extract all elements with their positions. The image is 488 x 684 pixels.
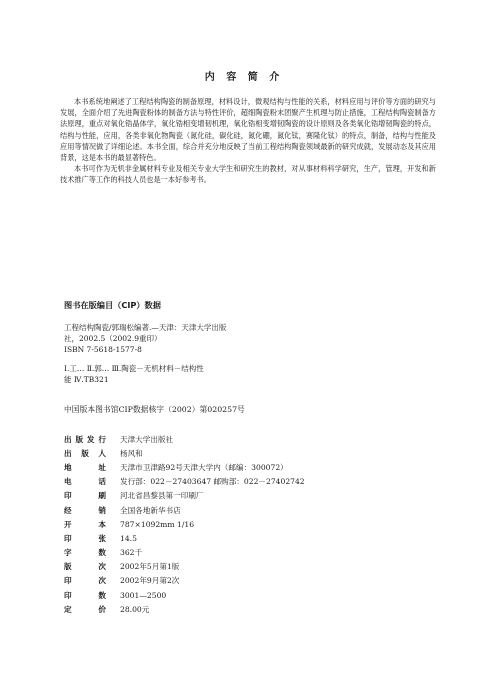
colophon-label: 开本 xyxy=(64,519,106,529)
cip-record xyxy=(64,322,324,385)
colophon-row xyxy=(64,602,384,616)
colophon-row xyxy=(64,560,384,574)
cip-line: 社，2002.5（2002.9重印） xyxy=(64,334,162,343)
colophon-value: 杨风和 xyxy=(120,448,143,458)
colophon-label: 经销 xyxy=(64,505,106,515)
colophon-label: 印刷 xyxy=(64,491,106,501)
summary-paragraph: 本书系统地阐述了工程结构陶瓷的制备原理，材料设计，微观结构与性能的关系，材料应用与评价等方面的研究与发展，全面介绍了先进陶瓷粉体的制备方法与特性评价，超细陶瓷粉末团聚产生机理与防止措施，工程结构陶瓷制备方法原理，重点对氧化锆晶体学，氧化锆相变增韧机理，氧化锆相变增韧陶瓷的设计原则及各类氧化锆增韧陶瓷的特点，结构与性能，应用，各类非氧化物陶瓷（氮化硅，碳化硅，氮化硼，氮化钛，赛隆化钛）的特点，制备，结构与性能及应用等情况做了详细论述。本书全面，综合并充分地反映了当前工程结构陶瓷领域最新的研究成就，发展动态及其应用背景，这是本书的最显著特色。 xyxy=(60,97,436,163)
summary-text xyxy=(60,96,436,186)
cip-heading: 图书在版编目（CIP）数据 xyxy=(64,300,161,310)
colophon-value: 787×1092mm 1/16 xyxy=(120,519,195,529)
colophon-row xyxy=(64,574,384,588)
colophon-value: 2002年9月第2次 xyxy=(120,576,180,586)
colophon-row xyxy=(64,503,384,517)
colophon-value: 全国各地新华书店 xyxy=(120,505,181,515)
cip-line: 工程结构陶瓷/郭瑞松编著.—天津：天津大学出版 xyxy=(64,323,227,332)
colophon-label: 印数 xyxy=(64,590,106,600)
colophon-row xyxy=(64,517,384,531)
cip-subject-line: 能 Ⅳ.TB321 xyxy=(64,375,109,384)
colophon-value: 天津市卫津路92号天津大学内（邮编：300072） xyxy=(120,462,288,472)
colophon-label: 出版人 xyxy=(64,448,106,458)
colophon-label: 字数 xyxy=(64,548,106,558)
cip-record-number: 中国版本图书馆CIP数据核字（2002）第020257号 xyxy=(64,405,245,414)
colophon-table xyxy=(64,432,384,616)
cip-subject-line: Ⅰ.工… Ⅱ.郭… Ⅲ.陶瓷－无机材料－结构性 xyxy=(64,364,204,373)
colophon-row xyxy=(64,475,384,489)
colophon-value: 362千 xyxy=(120,548,143,558)
colophon-value: 发行部：022－27403647 邮购部：022－27402742 xyxy=(120,477,305,487)
colophon-label: 版次 xyxy=(64,562,106,572)
colophon-label: 电话 xyxy=(64,477,106,487)
colophon-row xyxy=(64,546,384,560)
colophon-label: 印张 xyxy=(64,533,106,543)
colophon-value: 河北省昌黎县第一印刷厂 xyxy=(120,491,204,501)
colophon-label: 出版发行 xyxy=(64,434,106,444)
colophon-value: 28.00元 xyxy=(120,604,150,614)
colophon-value: 3001—2500 xyxy=(120,590,167,600)
colophon-value: 天津大学出版社 xyxy=(120,434,174,444)
colophon-row xyxy=(64,588,384,602)
colophon-row xyxy=(64,446,384,460)
colophon-row xyxy=(64,460,384,474)
colophon-row xyxy=(64,432,384,446)
colophon-label: 定价 xyxy=(64,604,106,614)
summary-paragraph: 本书可作为无机非金属材料专业及相关专业大学生和研究生的教材，对从事材料科学研究，生产，管理，开发和新技术推广等工作的科技人员也是一本好参考书。 xyxy=(60,164,436,185)
colophon-row xyxy=(64,489,384,503)
cip-line: ISBN 7-5618-1577-8 xyxy=(64,345,142,354)
colophon-value: 14.5 xyxy=(120,533,137,543)
colophon-label: 地址 xyxy=(64,462,106,472)
colophon-label: 印次 xyxy=(64,576,106,586)
colophon-row xyxy=(64,531,384,545)
summary-title: 内 容 简 介 xyxy=(204,72,284,83)
colophon-value: 2002年5月第1版 xyxy=(120,562,180,572)
